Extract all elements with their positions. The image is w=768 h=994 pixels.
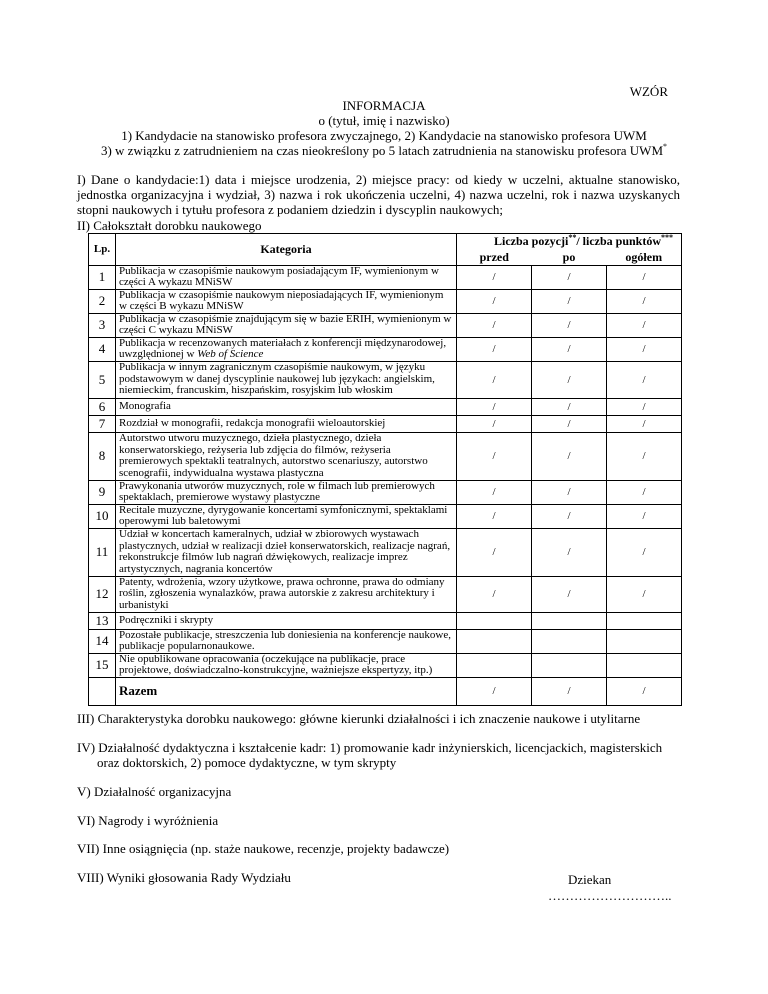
row-number: 6 xyxy=(89,398,116,415)
row-value: / xyxy=(607,504,682,528)
row-category xyxy=(116,337,457,361)
row-value: / xyxy=(532,480,607,504)
row-category-text: Rozdział w monografii, redakcja monografii wieloautorskiej xyxy=(119,416,386,429)
dorobek-table xyxy=(88,233,682,706)
row-value: / xyxy=(457,337,532,361)
row-value: / xyxy=(607,265,682,289)
row-value: / xyxy=(457,398,532,415)
doc-line1: 1) Kandydacie na stanowisko profesora zwyczajnego, 2) Kandydacie na stanowisko profesora UWM xyxy=(121,128,647,143)
row-value xyxy=(532,629,607,653)
row-number: 1 xyxy=(89,265,116,289)
row-value: / xyxy=(457,528,532,576)
header-po: po xyxy=(532,250,607,266)
row-value: / xyxy=(607,415,682,432)
table-row xyxy=(89,313,682,337)
row-category xyxy=(116,653,457,677)
row-category xyxy=(116,265,457,289)
header-kategoria: Kategoria xyxy=(116,234,457,266)
header-lp: Lp. xyxy=(89,234,116,266)
header-liczba: Liczba pozycji**/ liczba punktów*** xyxy=(457,234,682,250)
row-value: / xyxy=(457,504,532,528)
table-row xyxy=(89,480,682,504)
row-number: 10 xyxy=(89,504,116,528)
row-number: 12 xyxy=(89,576,116,612)
section-7: VII) Inne osiągnięcia (np. staże naukowe, recenzje, projekty badawcze) xyxy=(77,841,450,856)
row-value: / xyxy=(607,480,682,504)
row-value: / xyxy=(607,361,682,398)
section-2: II) Całokształt dorobku naukowego xyxy=(77,218,262,233)
row-value: / xyxy=(532,337,607,361)
row-value: / xyxy=(532,528,607,576)
row-value: / xyxy=(532,398,607,415)
row-category-italic: Web of Science xyxy=(197,348,264,360)
row-category xyxy=(116,528,457,576)
row-value: / xyxy=(532,289,607,313)
row-number: 5 xyxy=(89,361,116,398)
row-number: 13 xyxy=(89,612,116,629)
table-row xyxy=(89,432,682,480)
row-value: / xyxy=(532,432,607,480)
row-value: / xyxy=(457,313,532,337)
row-value xyxy=(457,629,532,653)
row-value: / xyxy=(607,313,682,337)
row-category xyxy=(116,313,457,337)
row-category-text: Pozostałe publikacje, streszczenia lub doniesienia na konferencje naukowe, publikacje popularnonaukowe. xyxy=(119,628,452,652)
row-category-text: Publikacja w recenzowanych materiałach z konferencji międzynarodowej, uwzględnionej w xyxy=(119,336,447,360)
row-category xyxy=(116,398,457,415)
section-8: VIII) Wyniki głosowania Rady Wydziału xyxy=(77,870,291,885)
row-category xyxy=(116,629,457,653)
row-number: 3 xyxy=(89,313,116,337)
section-4b: oraz doktorskich, 2) pomoce dydaktyczne, w tym skrypty xyxy=(97,755,397,770)
table-row xyxy=(89,653,682,677)
row-value xyxy=(607,629,682,653)
row-value: / xyxy=(457,480,532,504)
total-value: / xyxy=(457,677,532,705)
wzor-label: WZÓR xyxy=(629,84,668,99)
row-category xyxy=(116,415,457,432)
row-number: 11 xyxy=(89,528,116,576)
table-row xyxy=(89,415,682,432)
row-category-text: Publikacja w innym zagranicznym czasopiśmie naukowym, w języku podstawowym w danej dyscyplinie naukowej lub językach: angielskim, niemieckim, francuskim, hiszpańskim, rosyjskim lub włoskim xyxy=(119,361,435,397)
section-3: III) Charakterystyka dorobku naukowego: główne kierunki działalności i ich znaczenie naukowe i utylitarne xyxy=(77,711,641,726)
header-ogolem: ogółem xyxy=(607,250,682,266)
table-row xyxy=(89,504,682,528)
table-row xyxy=(89,337,682,361)
row-number: 7 xyxy=(89,415,116,432)
row-number: 8 xyxy=(89,432,116,480)
row-category-text: Podręczniki i skrypty xyxy=(119,613,214,626)
section-4: IV) Działalność dydaktyczna i kształcenie kadr: 1) promowanie kadr inżynierskich, licencjackich, magisterskich xyxy=(77,740,663,755)
row-value: / xyxy=(607,289,682,313)
row-value: / xyxy=(457,289,532,313)
table-row xyxy=(89,361,682,398)
row-value: / xyxy=(457,576,532,612)
table-row xyxy=(89,398,682,415)
row-category xyxy=(116,361,457,398)
row-category xyxy=(116,480,457,504)
row-value xyxy=(532,612,607,629)
row-category xyxy=(116,504,457,528)
row-value xyxy=(457,653,532,677)
table-row xyxy=(89,576,682,612)
row-category-text: Monografia xyxy=(119,399,171,412)
total-value: / xyxy=(532,677,607,705)
row-number: 14 xyxy=(89,629,116,653)
row-category-text: Publikacja w czasopiśmie naukowym posiadającym IF, wymienionym w części A wykazu MNiSW xyxy=(119,264,439,288)
table-row xyxy=(89,528,682,576)
total-label: Razem xyxy=(116,677,457,705)
table-row xyxy=(89,289,682,313)
row-value: / xyxy=(532,361,607,398)
row-number: 15 xyxy=(89,653,116,677)
row-category xyxy=(116,576,457,612)
row-value: / xyxy=(532,415,607,432)
row-value: / xyxy=(457,432,532,480)
section-5: V) Działalność organizacyjna xyxy=(77,784,232,799)
row-category-text: Patenty, wdrożenia, wzory użytkowe, prawa ochronne, prawa do odmiany roślin, zgłoszenia wynalazków, prawa autorskie z zakresu architektury i urbanistyki xyxy=(119,575,445,611)
table-row xyxy=(89,612,682,629)
row-number: 2 xyxy=(89,289,116,313)
total-value: / xyxy=(607,677,682,705)
dziekan-label: Dziekan xyxy=(568,872,612,887)
table-row xyxy=(89,265,682,289)
row-value: / xyxy=(457,361,532,398)
header-przed: przed xyxy=(457,250,532,266)
row-value xyxy=(532,653,607,677)
total-row xyxy=(89,677,682,705)
row-value: / xyxy=(607,432,682,480)
row-value xyxy=(457,612,532,629)
row-number: 9 xyxy=(89,480,116,504)
row-value: / xyxy=(457,415,532,432)
table-row xyxy=(89,629,682,653)
row-category-text: Udział w koncertach kameralnych, udział w zbiorowych wystawach plastycznych, udział w realizacji dzieł konserwatorskich, realizacje nagrań, rekonstrukcje filmów lub nagrań dźwiękowych, realizacje imprez artystycznych, nagrania koncertów xyxy=(119,528,451,575)
row-value xyxy=(607,653,682,677)
row-value xyxy=(607,612,682,629)
row-number: 4 xyxy=(89,337,116,361)
row-value: / xyxy=(532,504,607,528)
section-1: I) Dane o kandydacie:1) data i miejsce urodzenia, 2) miejsce pracy: od kiedy w uczelni, aktualne stanowisko, jednostka organizacyjna i wydział, 3) nazwa i rok ukończenia uczelni, 4) nazwa uczelni, rok i nazwa uzyskanych stopni naukowych i tytułu profesora z podaniem dziedzin i dyscyplin naukowych; xyxy=(77,172,680,217)
row-category-text: Publikacja w czasopiśmie znajdującym się w bazie ERIH, wymienionym w części C wykazu MNiSW xyxy=(119,312,452,336)
row-value: / xyxy=(532,265,607,289)
signature-dots: ……………………….. xyxy=(548,888,672,903)
row-value: / xyxy=(607,576,682,612)
row-value: / xyxy=(532,576,607,612)
row-category xyxy=(116,612,457,629)
row-category xyxy=(116,289,457,313)
row-category-text: Recitale muzyczne, dyrygowanie koncertami symfonicznymi, spektaklami operowymi lub baletowymi xyxy=(119,503,448,527)
doc-title: INFORMACJA xyxy=(342,98,426,113)
row-category-text: Autorstwo utworu muzycznego, dzieła plastycznego, dzieła konserwatorskiego, reżyseria lub zdjęcia do filmów, reżyseria premierowych spektakli teatralnych, autorstwo scenariuszy, autorstwo scenografii, indywidualna wystawa plastyczna xyxy=(119,432,428,479)
row-category-text: Nie opublikowane opracowania (oczekujące na publikacje, prace projektowe, doświadczalno-konstrukcyjne, ważniejsze ekspertyzy, itp.) xyxy=(119,652,433,676)
doc-subtitle: o (tytuł, imię i nazwisko) xyxy=(318,113,450,128)
row-value: / xyxy=(607,337,682,361)
row-value: / xyxy=(607,398,682,415)
total-empty xyxy=(89,677,116,705)
row-category xyxy=(116,432,457,480)
doc-line2: 3) w związku z zatrudnieniem na czas nieokreślony po 5 latach zatrudnienia na stanowisku profesora UWM* xyxy=(100,142,668,158)
section-6: VI) Nagrody i wyróżnienia xyxy=(77,813,219,828)
row-category-text: Prawykonania utworów muzycznych, role w filmach lub premierowych spektaklach, premierowe wystawy plastyczne xyxy=(119,479,435,503)
row-value: / xyxy=(457,265,532,289)
row-value: / xyxy=(607,528,682,576)
row-value: / xyxy=(532,313,607,337)
row-category-text: Publikacja w czasopiśmie naukowym nieposiadających IF, wymienionym w części B wykazu MNiSW xyxy=(119,288,444,312)
